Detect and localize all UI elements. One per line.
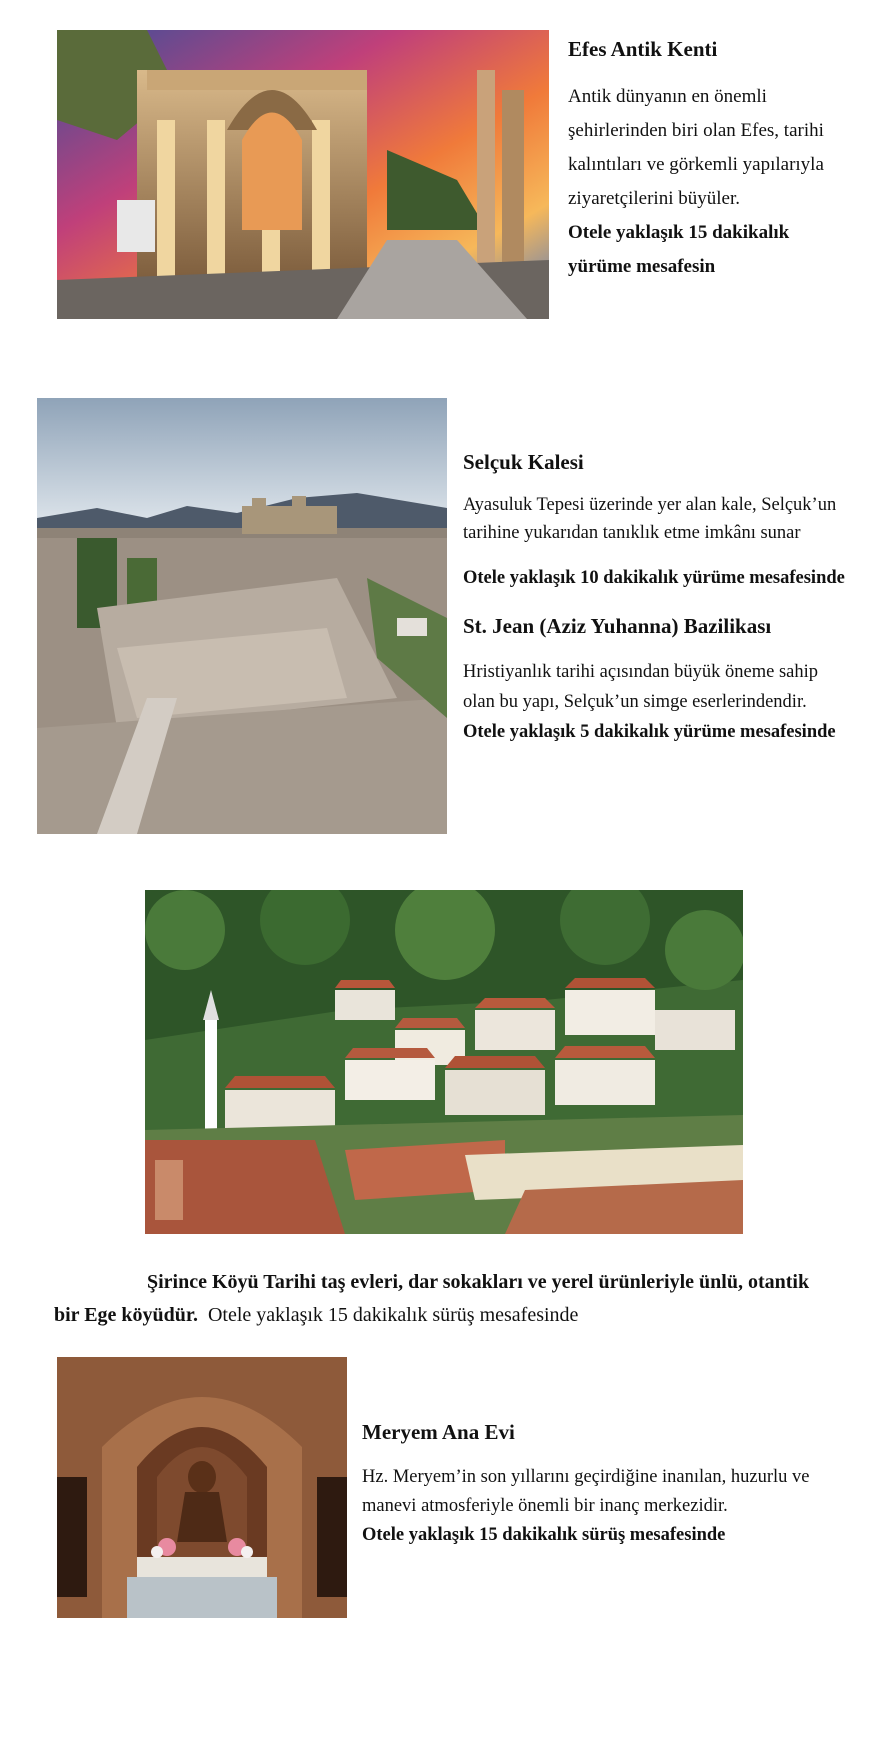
selcuk-photo bbox=[37, 398, 447, 834]
stjean-distance: Otele yaklaşık 5 dakikalık yürüme mesafesinde bbox=[463, 722, 836, 742]
stjean-desc-line-2: olan bu yapı, Selçuk’un simge eserlerindendir. bbox=[463, 692, 807, 712]
sirince-text-block bbox=[54, 1266, 844, 1332]
efes-desc-line-3: kalıntıları ve görkemli yapılarıyla bbox=[568, 154, 824, 175]
meryem-photo bbox=[57, 1357, 347, 1618]
selcuk-title: Selçuk Kalesi bbox=[463, 450, 584, 474]
sirince-bold-line-2: bir Ege köyüdür. bbox=[54, 1304, 198, 1326]
efes-desc-line-2: şehirlerinden biri olan Efes, tarihi bbox=[568, 120, 824, 141]
sirince-distance: Otele yaklaşık 15 dakikalık sürüş mesafesinde bbox=[207, 1304, 579, 1326]
stjean-desc-line-1: Hristiyanlık tarihi açısından büyük öneme sahip bbox=[463, 662, 819, 682]
efes-photo bbox=[57, 30, 549, 319]
selcuk-desc-line-1: Ayasuluk Tepesi üzerinde yer alan kale, Selçuk’un bbox=[463, 495, 837, 515]
selcuk-text-block bbox=[463, 445, 873, 747]
efes-title: Efes Antik Kenti bbox=[568, 37, 718, 61]
efes-text-block bbox=[568, 32, 868, 284]
meryem-desc-line-1: Hz. Meryem’in son yıllarını geçirdiğine inanılan, huzurlu ve bbox=[362, 1467, 810, 1487]
efes-desc-line-1: Antik dünyanın en önemli bbox=[568, 86, 767, 107]
stjean-title: St. Jean (Aziz Yuhanna) Bazilikası bbox=[463, 614, 772, 638]
selcuk-desc-line-2: tarihine yukarıdan tanıklık etme imkânı sunar bbox=[463, 523, 801, 543]
efes-distance-line-1: Otele yaklaşık 15 dakikalık bbox=[568, 222, 790, 243]
meryem-title: Meryem Ana Evi bbox=[362, 1420, 515, 1444]
sirince-bold-line-1: Şirince Köyü Tarihi taş evleri, dar sokakları ve yerel ürünleriyle ünlü, otantik bbox=[147, 1271, 810, 1293]
meryem-distance: Otele yaklaşık 15 dakikalık sürüş mesafesinde bbox=[362, 1525, 726, 1545]
meryem-text-block bbox=[362, 1415, 832, 1550]
meryem-desc-line-2: manevi atmosferiyle önemli bir inanç merkezidir. bbox=[362, 1496, 728, 1516]
sirince-photo bbox=[145, 890, 743, 1234]
efes-distance-line-2: yürüme mesafesin bbox=[568, 256, 716, 277]
efes-desc-line-4: ziyaretçilerini büyüler. bbox=[568, 188, 740, 209]
selcuk-distance: Otele yaklaşık 10 dakikalık yürüme mesafesinde bbox=[463, 568, 845, 588]
